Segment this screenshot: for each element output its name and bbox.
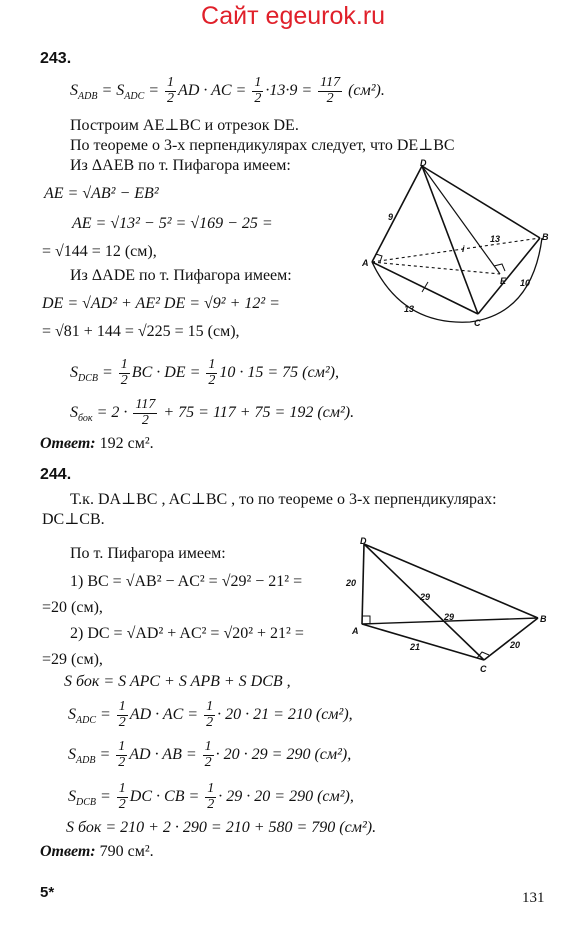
p244-line-11: $S_{DCB}$ = $\frac{1}{2}$ DC · CB = $\frac{1}{2}$ · 29 · 20 = 290 (см²),: [68, 781, 354, 812]
p244-edge-label-dc: 29: [420, 592, 431, 602]
p244-label-a: A: [352, 626, 359, 636]
p244-line-5: =20 (см),: [42, 599, 103, 616]
p244-line-8: S бок = S APC + S APB + S DCB ,: [64, 673, 291, 690]
p243-label-e: E: [500, 276, 507, 286]
p244-label-c: C: [480, 664, 487, 674]
p243-edge-ab: [372, 238, 540, 262]
p243-edge-da: [372, 166, 422, 262]
p244-edge-cb: [484, 618, 538, 660]
p243-label-d: D: [420, 158, 427, 168]
p244-label-d: D: [360, 536, 367, 546]
p244-right-angle-a: [362, 616, 370, 624]
p243-edge-label-ac: 13: [404, 304, 415, 314]
p243-edge-dc: [422, 166, 478, 314]
p244-pyramid-figure: [338, 536, 560, 676]
p243-line-10: = √81 + 144 = √225 = 15 (см),: [42, 323, 240, 340]
p244-line-3: По т. Пифагора имеем:: [70, 545, 226, 562]
p244-edge-label-cb: 20: [510, 640, 521, 650]
p244-answer: Ответ: 790 см².: [40, 843, 154, 860]
p243-label-c: C: [474, 318, 481, 328]
p244-edge-da: [362, 544, 364, 624]
p243-line-12: $S_{бок} = 2$ · $\frac{117}{2}$ + 75 = 117 + 75 = 192 (см²).: [70, 397, 355, 428]
p243-arc: [372, 238, 542, 322]
site-title: Сайт egeurok.ru: [200, 2, 386, 30]
p244-line-12: S бок = 210 + 2 · 290 = 210 + 580 = 790 (см²).: [66, 819, 377, 836]
p243-answer: Ответ: 192 см².: [40, 435, 154, 452]
p243-line-1: $S_{ADB} = S_{ADC}$ = $\frac{1}{2}$ AD · AC = $\frac{1}{2}$ ·13·9 = $\frac{117}{2}$ (см²).: [70, 75, 385, 106]
footer-mark: 5*: [40, 884, 55, 901]
p243-edge-de: [422, 166, 500, 274]
p244-edge-label-ad: 20: [346, 578, 357, 588]
p243-line-6: AE = √13² − 5² = √169 − 25 =: [72, 215, 273, 232]
p243-edge-label-ab: 13: [490, 234, 501, 244]
p243-line-7: = √144 = 12 (см),: [42, 243, 157, 260]
p243-line-3: По теореме о 3-х перпендикулярах следует, что DE⊥BC: [70, 137, 455, 154]
p244-edge-label-db: 29: [444, 612, 455, 622]
p243-edge-label-bc: 10: [520, 278, 531, 288]
p243-edge-cb: [478, 238, 540, 314]
p243-line-4: Из ΔAEB по т. Пифагора имеем:: [70, 157, 291, 174]
p244-label-b: B: [540, 614, 547, 624]
p243-line-11: $S_{DCB}$ = $\frac{1}{2}$ BC · DE = $\frac{1}{2}$ 10 · 15 = 75 (см²),: [70, 357, 339, 388]
p243-edge-label-ad: 9: [388, 212, 394, 222]
p244-line-1: Т.к. DA⊥BC , AC⊥BC , то по теореме о 3-х перпендикулярах:: [70, 491, 497, 508]
p243-edge-db: [422, 166, 540, 238]
p244-edge-db: [364, 544, 538, 618]
problem-244-number: 244.: [40, 466, 72, 483]
p244-line-4: 1) BC = √AB² − AC² = √29² − 21² =: [70, 573, 303, 590]
p244-line-2: DC⊥CB.: [42, 511, 105, 528]
p243-label-b: B: [542, 232, 549, 242]
p244-line-6: 2) DC = √AD² + AC² = √20² + 21² =: [70, 625, 304, 642]
page-number: 131: [522, 890, 545, 906]
p243-label-i: i: [462, 244, 465, 254]
p243-line-5: AE = √AB² − EB²: [44, 185, 159, 202]
p243-pyramid-figure: [362, 158, 558, 330]
p243-line-8: Из ΔADE по т. Пифагора имеем:: [70, 267, 292, 284]
p243-line-9: DE = √AD² + AE² DE = √9² + 12² =: [42, 295, 280, 312]
p244-line-7: =29 (см),: [42, 651, 103, 668]
problem-243-number: 243.: [40, 50, 72, 67]
p244-line-9: $S_{ADC}$ = $\frac{1}{2}$ AD · AC = $\frac{1}{2}$ · 20 · 21 = 210 (см²),: [68, 699, 353, 730]
p244-edge-label-ac: 21: [410, 642, 421, 652]
p243-label-a: A: [362, 258, 369, 268]
p243-line-2: Построим AE⊥BC и отрезок DE.: [70, 117, 299, 134]
p244-line-10: $S_{ADB}$ = $\frac{1}{2}$ AD · AB = $\frac{1}{2}$ · 20 · 29 = 290 (см²),: [68, 739, 352, 770]
